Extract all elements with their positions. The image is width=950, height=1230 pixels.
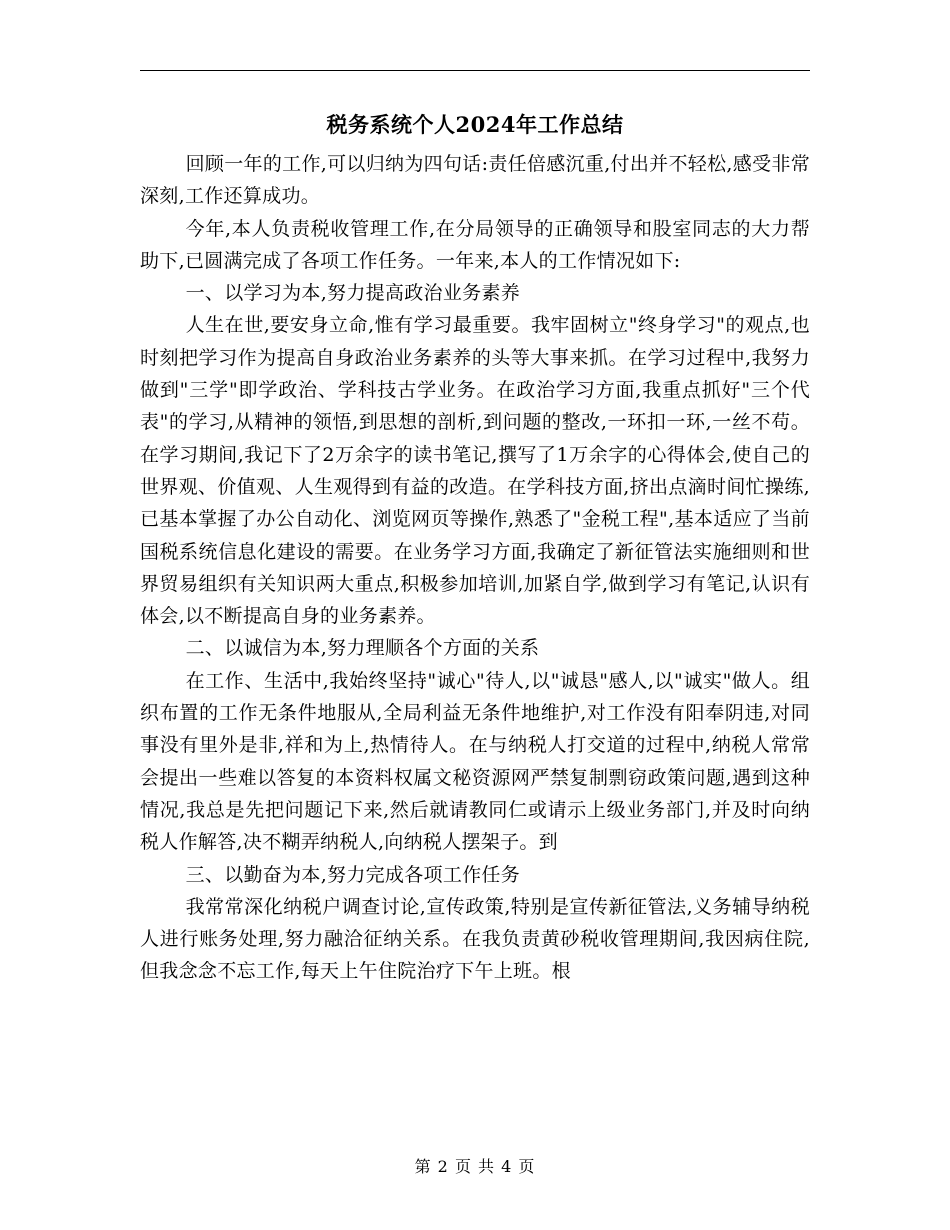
paragraph-integrity: 在工作、生活中,我始终坚持"诚心"待人,以"诚恳"感人,以"诚实"做人。组织布置的工作无条件地服从,全局利益无条件地维护,对工作没有阳奉阴违,对同事没有里外是非,祥和为上,热情待人。在与纳税人打交道的过程中,纳税人常常会提出一些难以答复的本资料权属文秘资源网严禁复制剽窃政策问题,遇到这种情况,我总是先把问题记下来,然后就请教同仁或请示上级业务部门,并及时向纳税人作解答,决不糊弄纳税人,向纳税人摆架子。到: [140, 669, 810, 854]
document-body: [140, 148, 810, 988]
section-heading-integrity: 二、以诚信为本,努力理顺各个方面的关系: [185, 637, 540, 660]
section-heading-study: 一、以学习为本,努力提高政治业务素养: [185, 282, 521, 305]
paragraph-diligence: 我常常深化纳税户调查讨论,宣传政策,特别是宣传新征管法,义务辅导纳税人进行账务处理,努力融洽征纳关系。在我负责黄砂税收管理期间,我因病住院,但我念念不忘工作,每天上午住院治疗下午上班。根: [140, 895, 810, 983]
paragraph-study: 人生在世,要安身立命,惟有学习最重要。我牢固树立"终身学习"的观点,也时刻把学习作为提高自身政治业务素养的头等大事来抓。在学习过程中,我努力做到"三学"即学政治、学科技古学业务。在政治学习方面,我重点抓好"三个代表"的学习,从精神的领悟,到思想的剖析,到问题的整改,一环扣一环,一丝不苟。在学习期间,我记下了2万余字的读书笔记,撰写了1万余字的心得体会,使自己的世界观、价值观、人生观得到有益的改造。在学科技方面,挤出点滴时间忙操练,已基本掌握了办公自动化、浏览网页等操作,熟悉了"金税工程",基本适应了当前国税系统信息化建设的需要。在业务学习方面,我确定了新征管法实施细则和世界贸易组织有关知识两大重点,积极参加培训,加紧自学,做到学习有笔记,认识有体会,以不断提高自身的业务素养。: [140, 314, 810, 628]
paragraph-review: 回顾一年的工作,可以归纳为四句话:责任倍感沉重,付出并不轻松,感受非常深刻,工作还算成功。: [140, 153, 810, 208]
page-number-footer: 第 2 页 共 4 页: [414, 1157, 536, 1176]
document-title: 税务系统个人2024年工作总结: [326, 112, 624, 137]
section-heading-diligence: 三、以勤奋为本,努力完成各项工作任务: [185, 863, 521, 886]
header-rule: [140, 70, 810, 71]
paragraph-intro: 今年,本人负责税收管理工作,在分局领导的正确领导和股室同志的大力帮助下,已圆满完成了各项工作任务。一年来,本人的工作情况如下:: [140, 217, 810, 272]
